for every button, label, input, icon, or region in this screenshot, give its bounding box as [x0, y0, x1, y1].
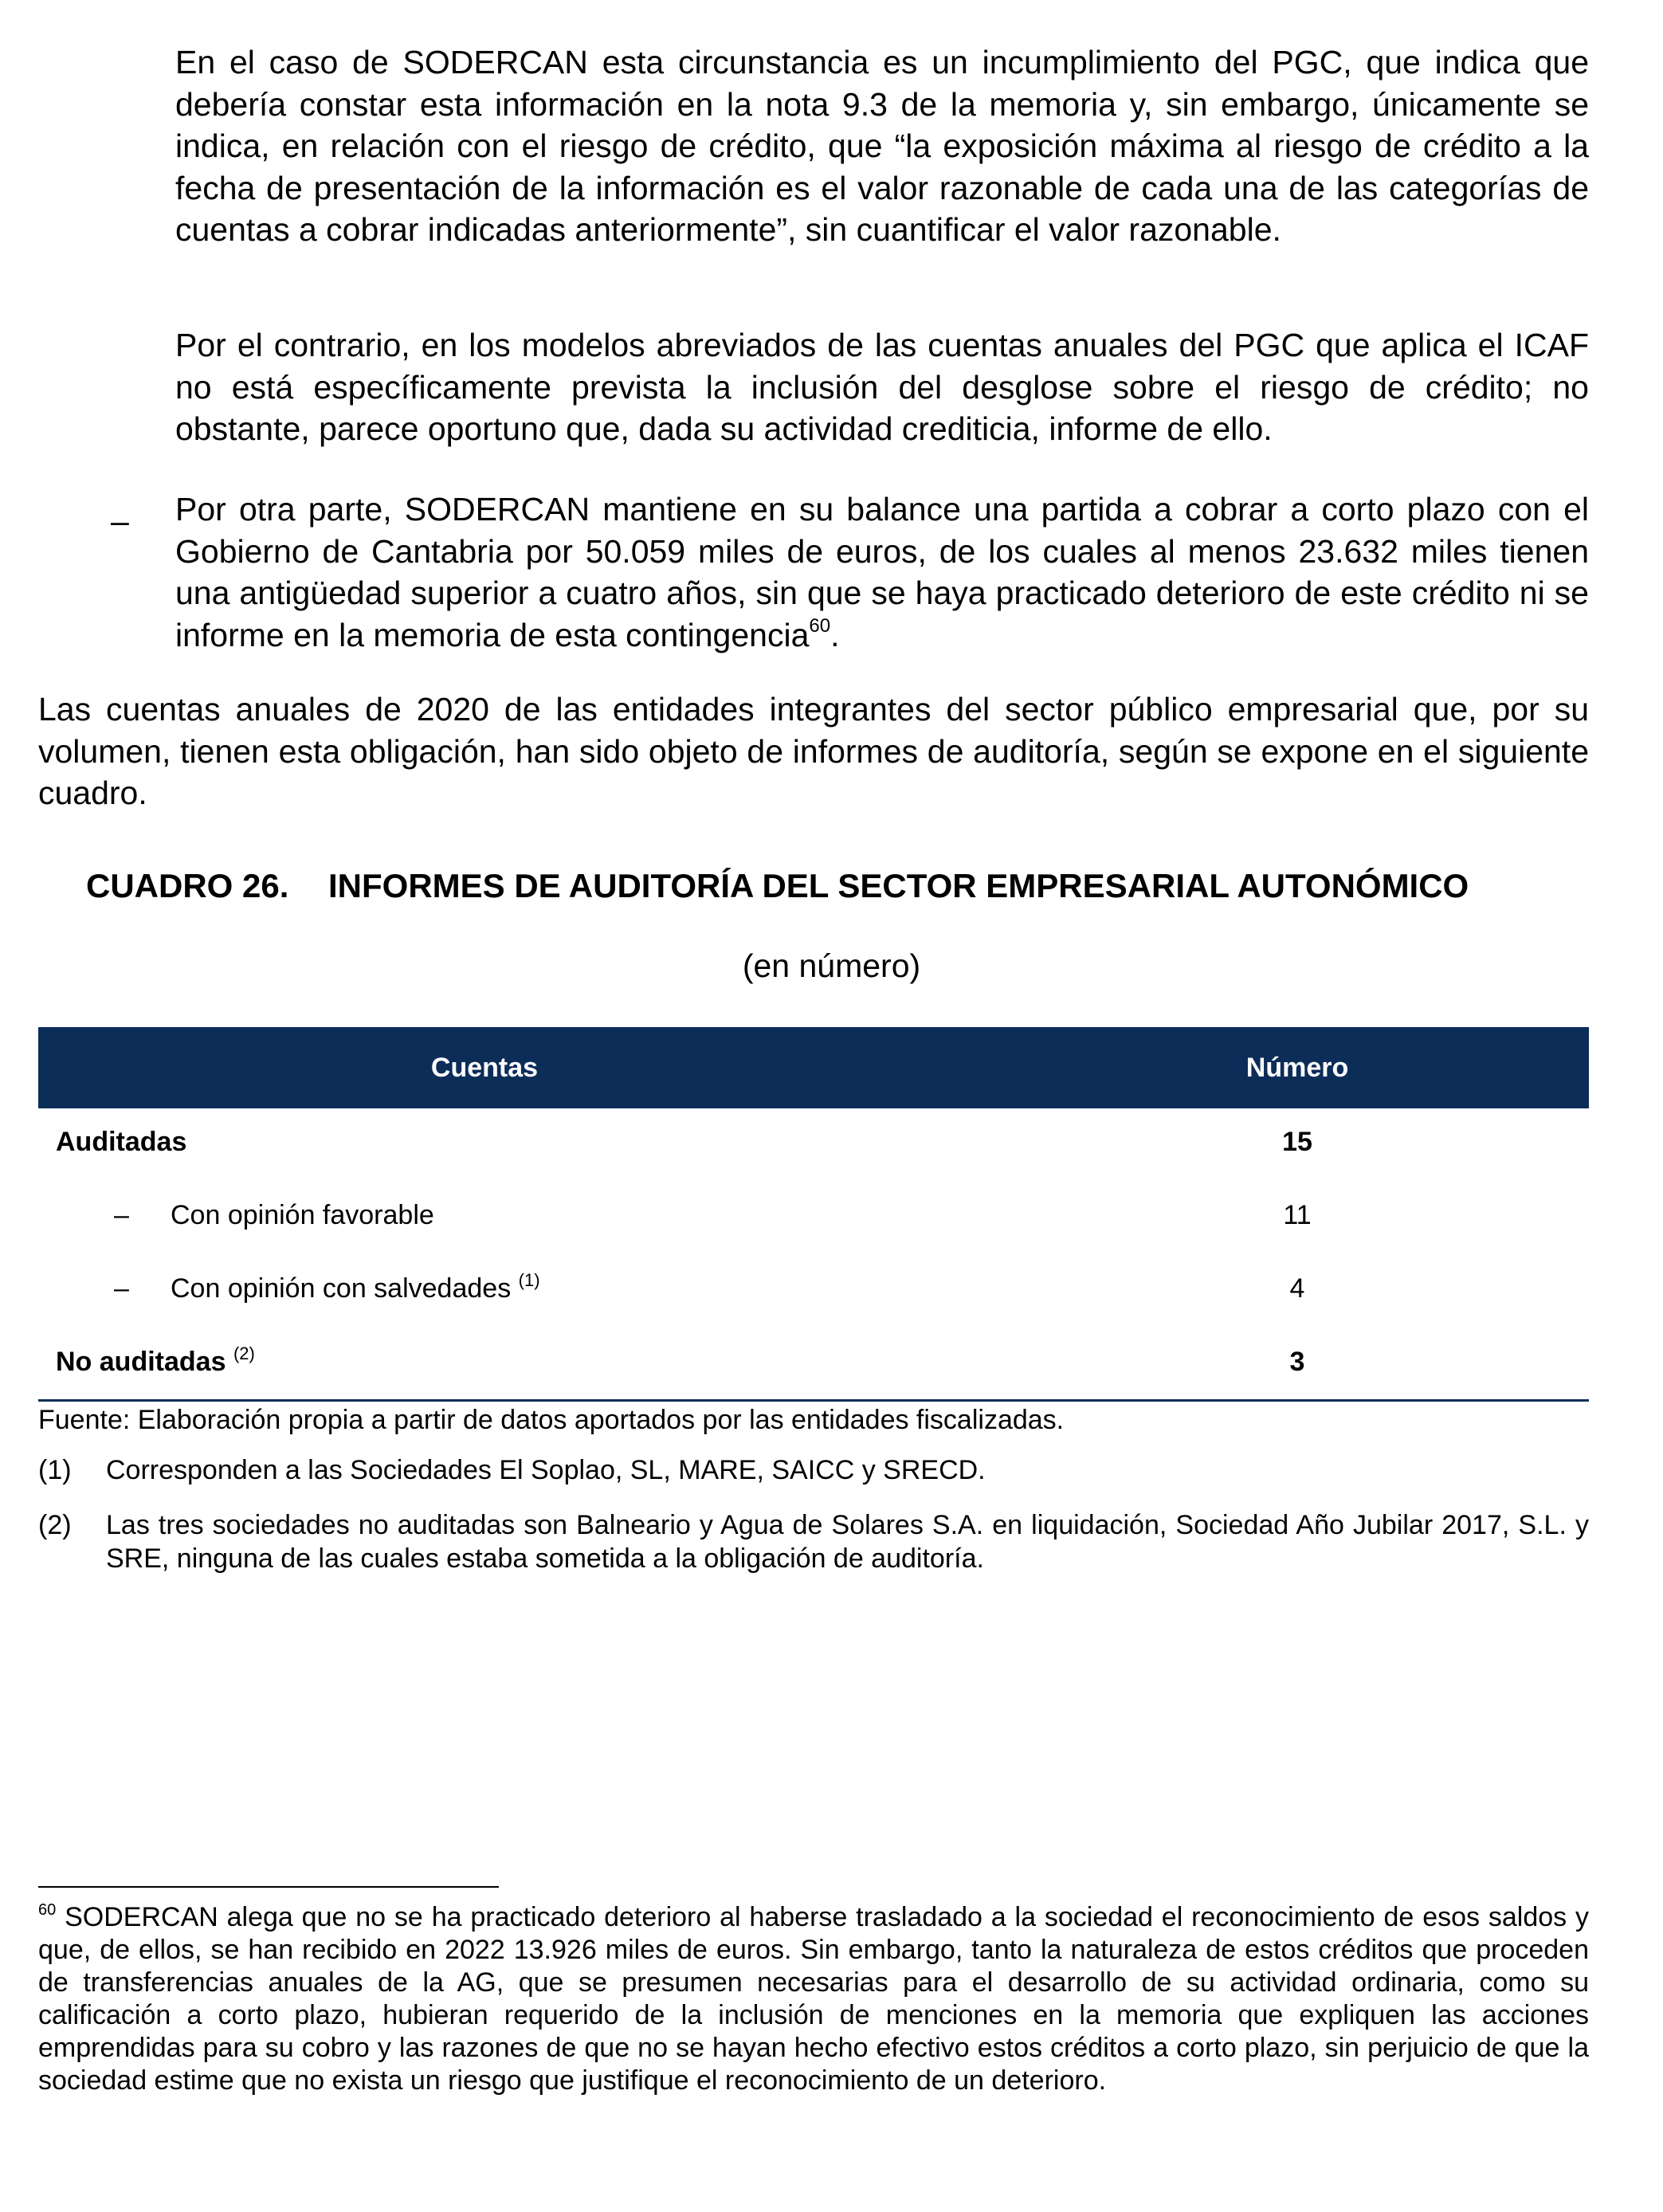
- note-ref-2: (2): [233, 1343, 255, 1363]
- header-numero: Número: [1245, 1053, 1349, 1083]
- paragraph-end-period: .: [830, 616, 840, 653]
- table-row-favorable: [38, 1191, 1589, 1239]
- footnote-ref-60[interactable]: 60: [809, 614, 831, 637]
- row-dash: –: [114, 1273, 129, 1304]
- footnote-text: SODERCAN alega que no se ha practicado deterioro al haberse trasladado a la sociedad el reconocimiento de esos saldos y que, de ellos, se han recibido en 2022 13.926 miles de euros. Sin embargo, tanto la naturaleza de estos créditos que proceden de transferencias anuales de la AG, que se presumen necesarias para el desarrollo de su actividad ordinaria, como su calificación a corto plazo, hubieran requerido de la inclusión de menciones en la memoria que expliquen las acciones emprendidas para su cobro y las razones de que no se hayan hecho efectivo estos créditos a corto plazo, sin perjuicio de que la sociedad estime que no exista un riesgo que justifique el reconocimiento de un deterioro.: [38, 1902, 1589, 2096]
- table-row-no-auditadas: [38, 1338, 1589, 1386]
- row-value: 3: [1289, 1347, 1305, 1377]
- paragraph-partida-text: Por otra parte, SODERCAN mantiene en su balance una partida a cobrar a corto plazo con el Gobierno de Cantabria por 50.059 miles de euros, de los cuales al menos 23.632 miles tienen una antigüedad superior a cuatro años, sin que se haya practicado deterioro de este crédito ni se informe en la memoria de esta contingencia: [175, 491, 1589, 653]
- note-ref-1: (1): [518, 1270, 540, 1290]
- table-bottom-rule: [38, 1399, 1589, 1402]
- row-label: Con opinión favorable: [171, 1200, 434, 1230]
- row-label: Auditadas: [56, 1127, 187, 1157]
- row-value: 15: [1282, 1127, 1312, 1157]
- table-title-text: INFORMES DE AUDITORÍA DEL SECTOR EMPRESARIAL AUTONÓMICO: [328, 867, 1469, 904]
- note-text-2: Las tres sociedades no auditadas son Balneario y Agua de Solares S.A. en liquidación, Sociedad Año Jubilar 2017, S.L. y SRE, ninguna de las cuales estaba sometida a la obligación de auditoría.: [106, 1510, 1589, 1574]
- paragraph-partida-a-cobrar: [175, 488, 1589, 656]
- table-header: [38, 1027, 1589, 1108]
- table-label: CUADRO 26.: [86, 867, 289, 904]
- footnote-number: 60: [38, 1901, 57, 1919]
- note-text-1: Corresponden a las Sociedades El Soplao, SL, MARE, SAICC y SRECD.: [106, 1455, 986, 1485]
- table-row-salvedades: [38, 1265, 1589, 1312]
- row-value: 4: [1289, 1273, 1305, 1304]
- table-row-auditadas: [38, 1118, 1589, 1166]
- paragraph-cuentas-anuales: Las cuentas anuales de 2020 de las entidades integrantes del sector público empresarial que, por su volumen, tienen esta obligación, han sido objeto de informes de auditoría, según se expone en el siguiente cuadro.: [38, 691, 1589, 811]
- bullet-dash: –: [111, 503, 129, 539]
- note-mark-2: (2): [38, 1510, 72, 1540]
- note-mark-1: (1): [38, 1455, 72, 1485]
- footnote-60: [38, 1901, 1589, 2097]
- footnote-separator: [38, 1886, 499, 1888]
- row-label: [171, 1265, 540, 1312]
- row-value: 11: [1283, 1200, 1312, 1230]
- table-subtitle: (en número): [742, 947, 921, 984]
- row-label-text: Con opinión con salvedades: [171, 1273, 512, 1304]
- table-title: [86, 865, 1469, 907]
- row-label: [56, 1338, 255, 1386]
- paragraph-modelos-abreviados: Por el contrario, en los modelos abreviados de las cuentas anuales del PGC que aplica el ICAF no está específicamente prevista la inclusión del desglose sobre el riesgo de crédito; no obstante, parece oportuno que, dada su actividad crediticia, informe de ello.: [175, 327, 1589, 447]
- header-cuentas: Cuentas: [430, 1053, 539, 1083]
- paragraph-sodercan-pgc: En el caso de SODERCAN esta circunstancia es un incumplimiento del PGC, que indica que debería constar esta información en la nota 9.3 de la memoria y, sin embargo, únicamente se indica, en relación con el riesgo de crédito, que “la exposición máxima al riesgo de crédito a la fecha de presentación de la información es el valor razonable de cada una de las categorías de cuentas a cobrar indicadas anteriormente”, sin cuantificar el valor razonable.: [175, 44, 1589, 248]
- table-source: Fuente: Elaboración propia a partir de datos aportados por las entidades fiscalizadas.: [38, 1405, 1065, 1435]
- row-dash: –: [114, 1200, 129, 1230]
- row-label-text: No auditadas: [56, 1347, 226, 1377]
